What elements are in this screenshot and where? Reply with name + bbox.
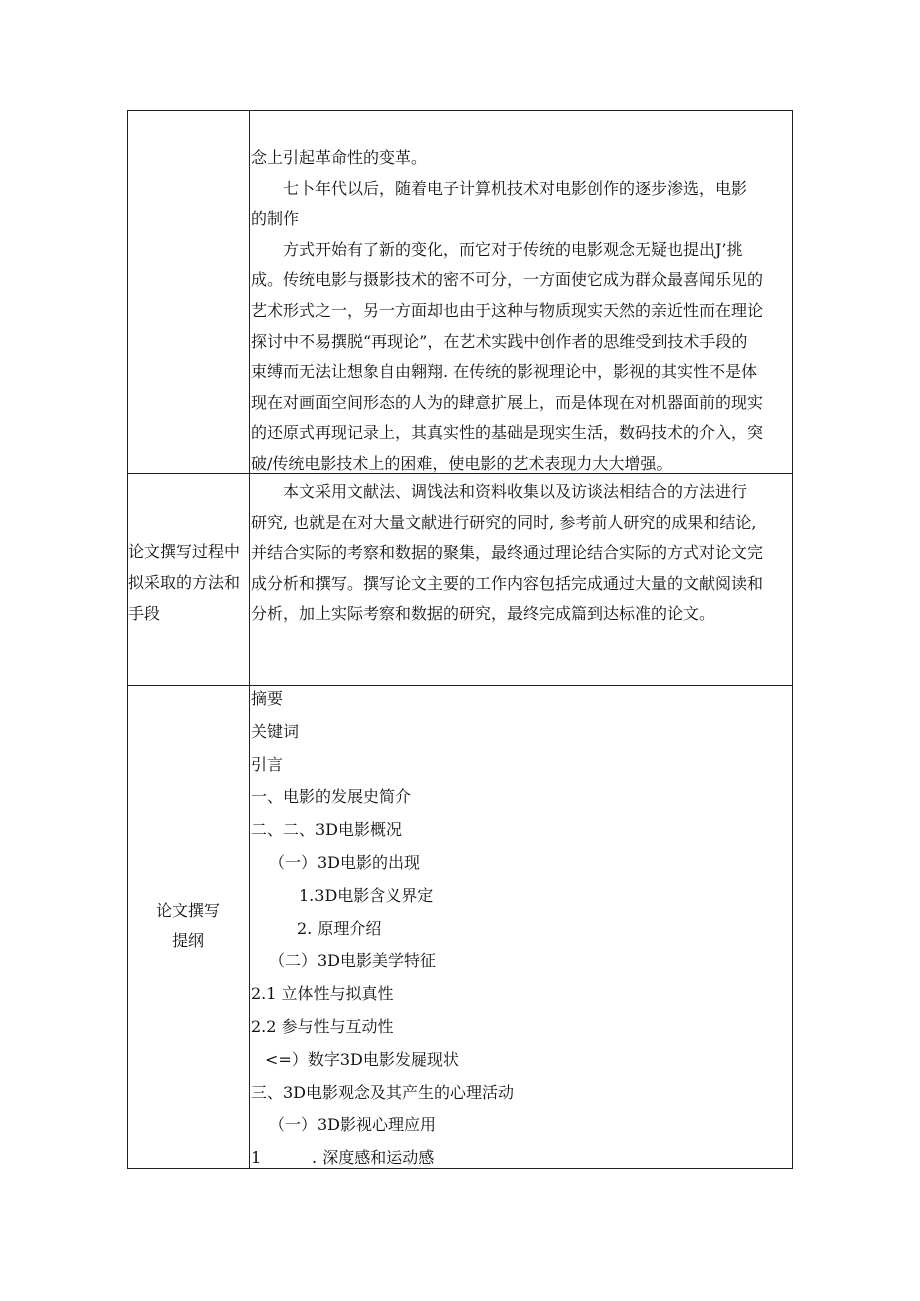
outline-item: （一）3D电影的出现: [269, 852, 421, 872]
outline-item: 2.1 立体性与拟真性: [251, 984, 394, 1004]
row1-line: 的制作: [251, 209, 300, 229]
row3-label-line: 论文撰写: [155, 901, 220, 920]
row2-line: 成分析和撰写。撰写论文主要的工作内容包括完成通过大量的文献阅读和: [251, 573, 764, 593]
row1-line: 方式开始有了新的变化，而它对于传统的电影观念无疑也提出J’挑: [283, 239, 743, 259]
row2-label: 论文撰写过程中拟采取的方法和手段: [128, 542, 241, 623]
row1-line: 七卜年代以后，随着电子计算机技术对电影创作的逐步渗选，电影: [283, 178, 748, 198]
outline-item: 2.2 参与性与互动性: [251, 1016, 394, 1036]
row2-line: 本文采用文献法、调饯法和资料收集以及访谈法相结合的方法进行: [283, 482, 748, 501]
row1-line: 成。传统电影与摄影技术的密不可分，一方面使它成为群众最喜闻乐见的: [251, 270, 764, 290]
row2-line: 研究, 也就是在对大量文献进行研究的同时, 参考前人研究的成果和结论,: [251, 512, 757, 532]
outline-item: 1 . 深度感和运动感: [251, 1148, 435, 1168]
row2-content: [251, 477, 791, 630]
row2-line: 并结合实际的考察和数据的聚集，最终通过理论结合实际的方式对论文完: [251, 543, 764, 563]
row1-line: 的还原式再现记录上，其真实性的基础是现实生活，数码技术的介入，突: [251, 423, 764, 443]
row2-line: 分析，加上实际考察和数据的研究，最终完成篇到达标准的论文。: [251, 604, 716, 624]
outline-item: 2. 原理介绍: [297, 918, 382, 938]
outline-list: [251, 683, 791, 1175]
row1-line: 念上引起革命性的变革。: [251, 148, 428, 167]
row1-line: 探讨中不易撰脱“再现论”，在艺术实践中创作者的思维受到技术手段的: [251, 331, 748, 351]
outline-item: 引言: [251, 754, 284, 774]
outline-item: 一、电影的发展史简介: [251, 787, 412, 807]
outline-item: 1.3D电影含义界定: [299, 885, 434, 905]
row1-line: 现在对画面空间形态的人为的肆意扩展上，而是体现在对机器面前的现实: [251, 392, 764, 412]
outline-item: （一）3D影视心理应用: [269, 1115, 437, 1135]
outline-item: 二、二、3D电影概况: [251, 820, 403, 840]
row1-line: 破/传统电影技术上的困难，使电影的艺术表现力大大增强。: [251, 453, 673, 473]
row1-content: [251, 143, 791, 480]
row3-label-line: 提纲: [171, 931, 204, 950]
outline-item: 摘要: [251, 689, 284, 708]
row1-line: 束缚而无法让想象自由翱翔. 在传统的影视理论中，影视的其实性不是体: [251, 362, 758, 382]
outline-item: 关键词: [251, 721, 300, 741]
outline-item: （二）3D电影美学特征: [269, 951, 437, 971]
column-divider: [249, 110, 250, 1169]
row3-label: [128, 896, 248, 956]
row1-line: 艺术形式之一，另一方面却也由于这种与物质现实天然的亲近性而在理论: [251, 300, 764, 320]
outline-item: 三、3D电影观念及其产生的心理活动: [251, 1082, 515, 1102]
outline-item: <=）数字3D电影发屣现状: [265, 1049, 459, 1069]
